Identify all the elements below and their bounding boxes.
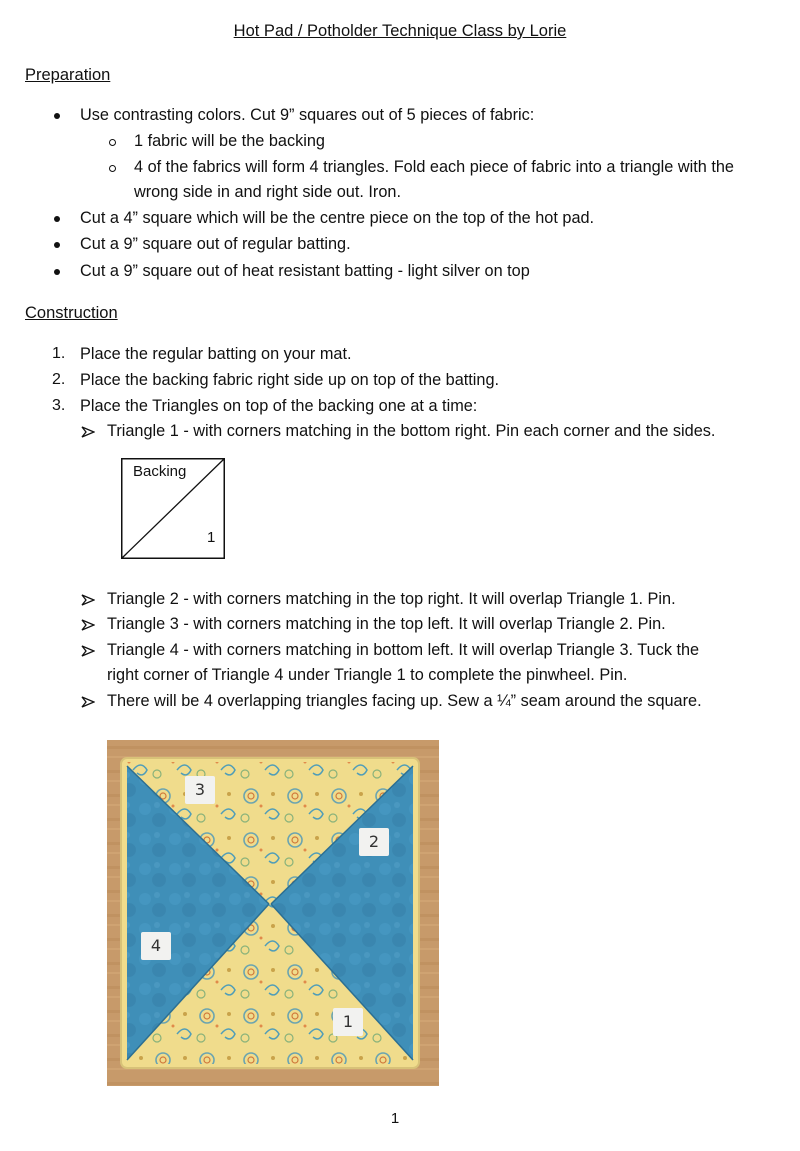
arrow-bullet-icon xyxy=(81,645,95,657)
document-title: Hot Pad / Potholder Technique Class by Lorie xyxy=(233,22,567,40)
triangle-1-tag: 1 xyxy=(333,1008,363,1036)
diagram-backing-label: Backing xyxy=(133,463,187,480)
construction-heading: Construction xyxy=(25,304,118,322)
arrow-bullet-icon xyxy=(81,594,95,606)
step-number: 2. xyxy=(52,371,66,388)
backing-triangle-diagram xyxy=(121,458,225,559)
triangle-1-instruction: Triangle 1 - with corners matching in the bottom right. Pin each corner and the sides. xyxy=(107,422,716,440)
triangle-4-instruction-cont: right corner of Triangle 4 under Triangle 1 to complete the pinwheel. Pin. xyxy=(107,666,628,684)
prep-item-heat-batting: Cut a 9” square out of heat resistant batting - light silver on top xyxy=(80,262,530,280)
triangle-2-tag: 2 xyxy=(359,828,389,856)
sub-bullet-marker xyxy=(109,139,116,146)
page-number: 1 xyxy=(390,1110,400,1127)
diagram-triangle-label: 1 xyxy=(207,529,216,546)
triangle-4-instruction: Triangle 4 - with corners matching in bottom left. It will overlap Triangle 3. Tuck the xyxy=(107,641,700,659)
prep-subitem-backing: 1 fabric will be the backing xyxy=(134,132,325,150)
sew-seam-instruction: There will be 4 overlapping triangles facing up. Sew a ¼” seam around the square. xyxy=(107,692,702,710)
bullet-marker xyxy=(54,242,60,248)
arrow-bullet-icon xyxy=(81,619,95,631)
prep-subitem-triangles: 4 of the fabrics will form 4 triangles. Fold each piece of fabric into a triangle with the xyxy=(134,158,734,176)
arrow-bullet-icon xyxy=(81,696,95,708)
triangle-2-instruction: Triangle 2 - with corners matching in the top right. It will overlap Triangle 1. Pin. xyxy=(107,590,676,608)
prep-item-regular-batting: Cut a 9” square out of regular batting. xyxy=(80,235,351,253)
hot-pad-photo-icon xyxy=(107,740,439,1086)
prep-item-centre-square: Cut a 4” square which will be the centre piece on the top of the hot pad. xyxy=(80,209,595,227)
construction-step-3: Place the Triangles on top of the backing one at a time: xyxy=(80,397,478,415)
bullet-marker xyxy=(54,113,60,119)
arrow-bullet-icon xyxy=(81,426,95,438)
bullet-marker xyxy=(54,269,60,275)
step-number: 1. xyxy=(52,345,66,362)
prep-subitem-triangles-cont: wrong side in and right side out. Iron. xyxy=(134,183,401,201)
preparation-heading: Preparation xyxy=(25,66,111,84)
prep-item-colors: Use contrasting colors. Cut 9” squares out of 5 pieces of fabric: xyxy=(80,106,535,124)
construction-step-2: Place the backing fabric right side up on top of the batting. xyxy=(80,371,500,389)
bullet-marker xyxy=(54,216,60,222)
hot-pad-photo xyxy=(107,740,439,1086)
step-number: 3. xyxy=(52,397,66,414)
construction-step-1: Place the regular batting on your mat. xyxy=(80,345,352,363)
triangle-3-tag: 3 xyxy=(185,776,215,804)
sub-bullet-marker xyxy=(109,165,116,172)
triangle-4-tag: 4 xyxy=(141,932,171,960)
triangle-3-instruction: Triangle 3 - with corners matching in the top left. It will overlap Triangle 2. Pin. xyxy=(107,615,666,633)
